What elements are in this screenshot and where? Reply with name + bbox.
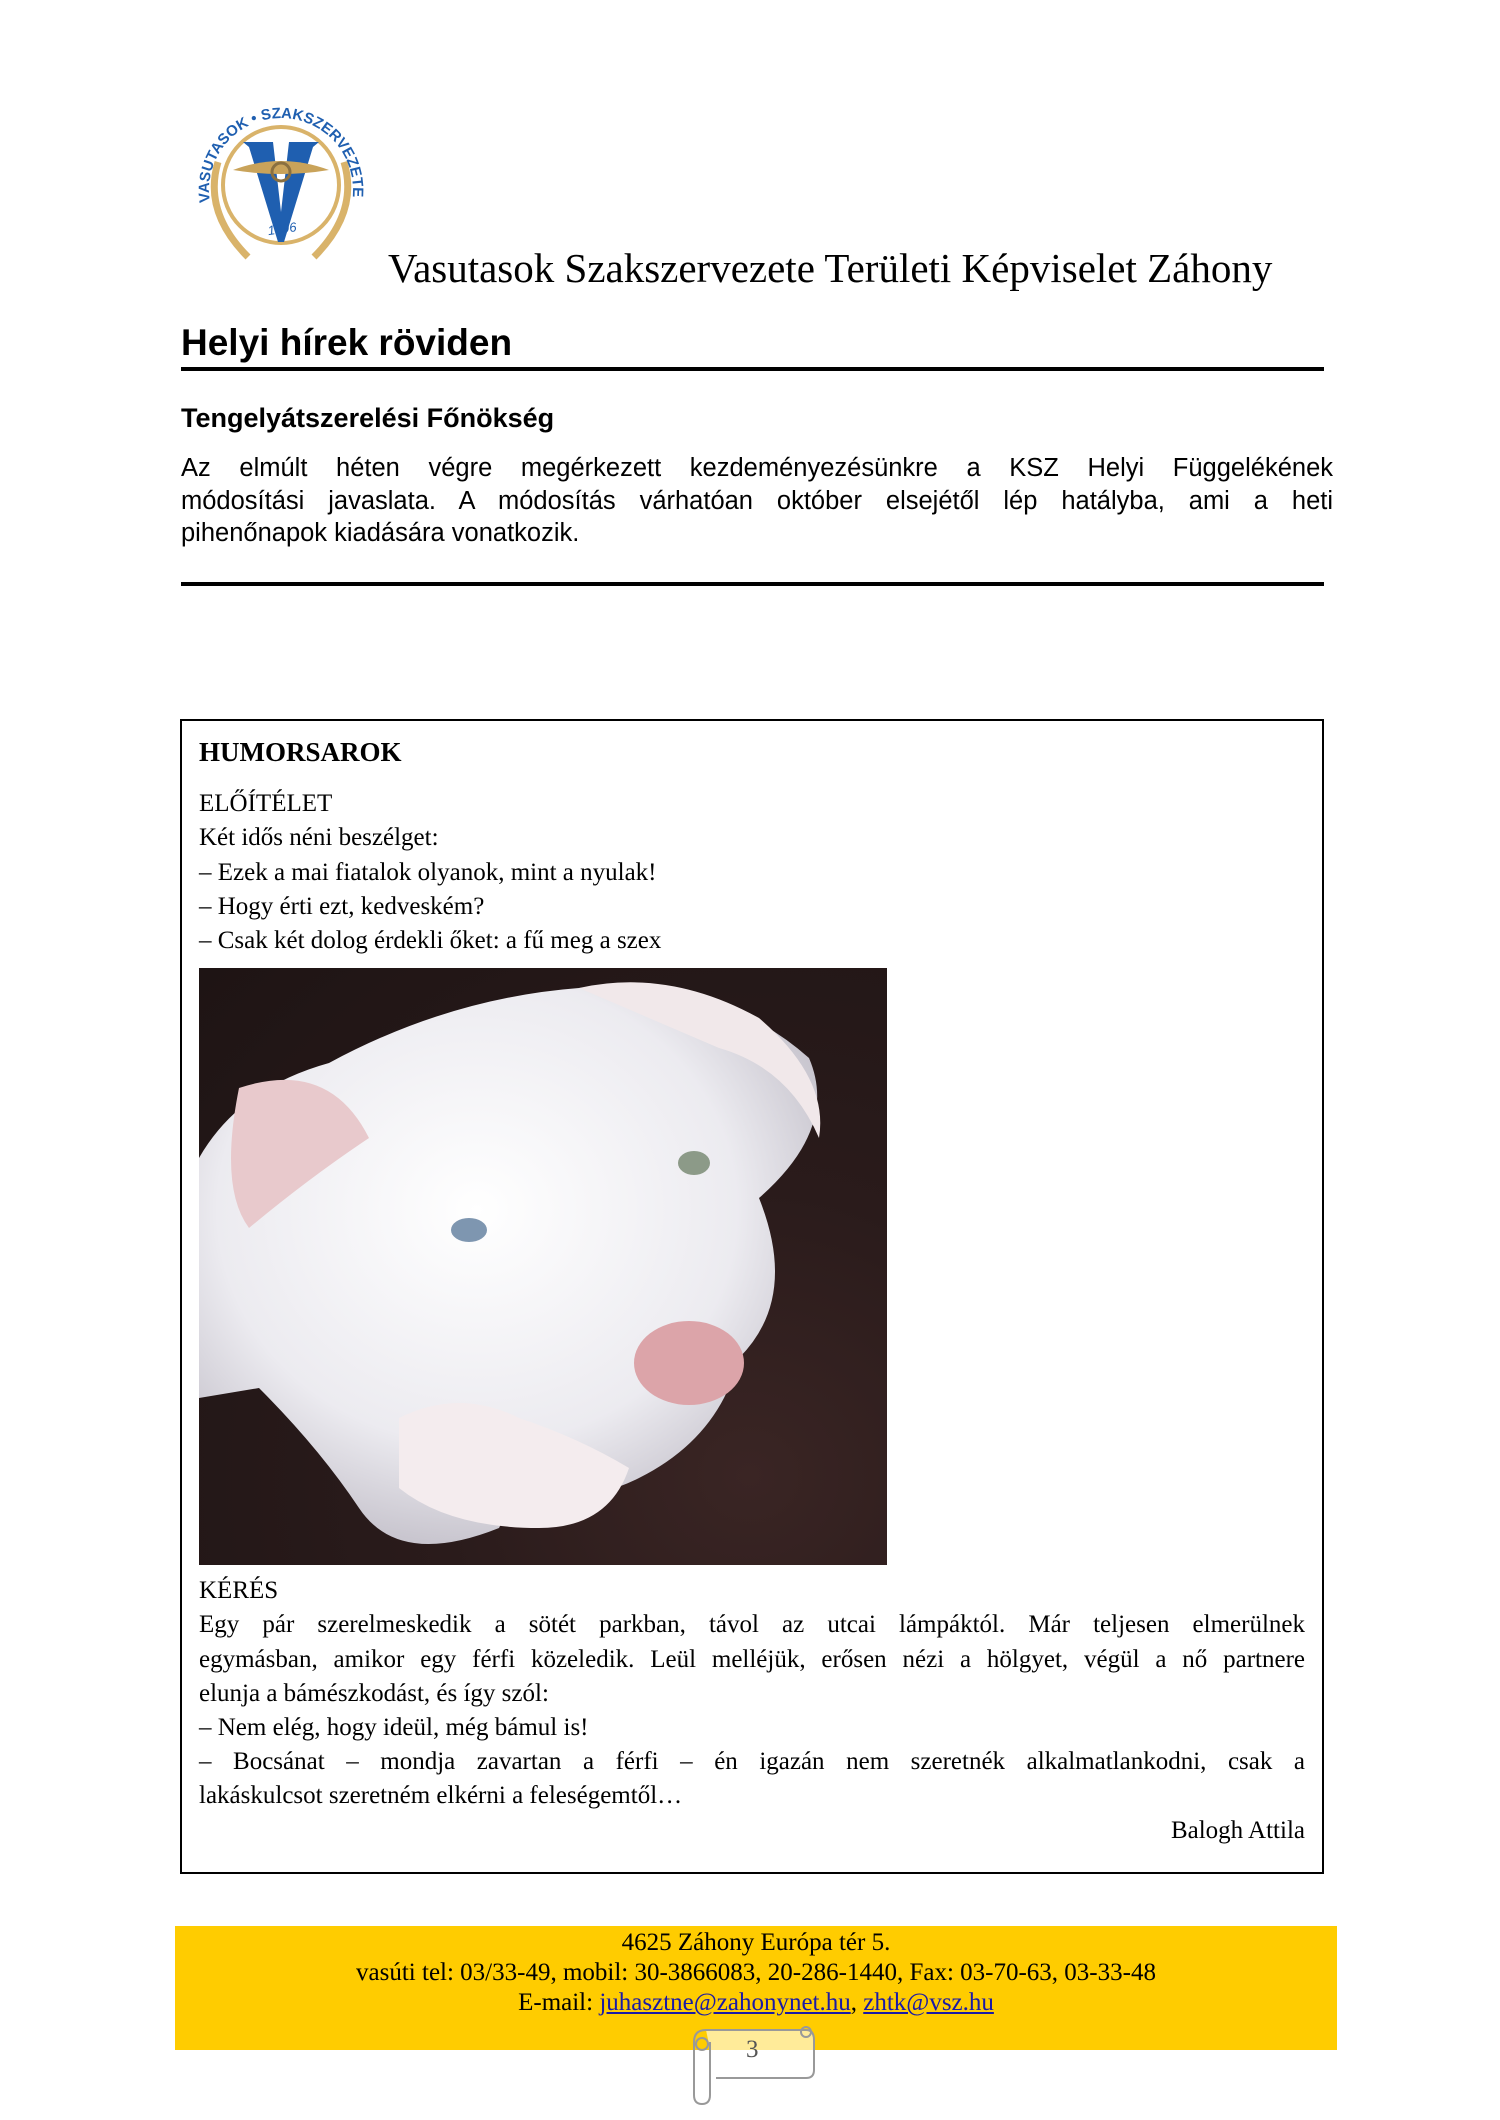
humor-box (180, 719, 1324, 1874)
footer-email (175, 1988, 1337, 2018)
joke-title: ELŐÍTÉLET (199, 790, 333, 818)
puppy-photo (199, 968, 887, 1565)
text-line: módosítási javaslata. A módosítás várhatóan október elsejétől lép hatályba, ami a heti (181, 486, 1333, 515)
joke-title: KÉRÉS (199, 1577, 279, 1605)
news-item-body (181, 452, 1333, 550)
puppy-illustration-icon (199, 968, 887, 1565)
news-item-title: Tengelyátszerelési Főnökség (181, 403, 555, 433)
page-number: 3 (746, 2036, 759, 2063)
union-logo (188, 92, 374, 278)
news-divider (181, 582, 1324, 586)
humor-title: HUMORSAROK (199, 737, 402, 767)
text-line: Az elmúlt héten végre megérkezett kezdeményezésünkre a KSZ Helyi Függelékének (181, 454, 1333, 482)
footer-address: 4625 Záhony Európa tér 5. (621, 1929, 891, 1956)
organization-title: Vasutasok Szakszervezete Területi Képviselet Záhony (388, 245, 1273, 291)
page-number-scroll (686, 2020, 828, 2106)
text-line: – Hogy érti ezt, kedveském? (199, 892, 485, 920)
author-signature: Balogh Attila (1170, 1816, 1305, 1844)
text-line: – Csak két dolog érdekli őket: a fű meg a szex (199, 927, 662, 955)
text-line: egymásban, amikor egy férfi közeledik. Leül melléjük, erősen nézi a hölgyet, végül a nő partnere (199, 1645, 1305, 1673)
text-line: Két idős néni beszélget: (199, 824, 439, 852)
svg-text:1896: 1896 (266, 219, 298, 239)
text-line: pihenőnapok kiadására vonatkozik. (181, 519, 580, 548)
email-link-2[interactable]: zhtk@vsz.hu (863, 1989, 994, 2016)
email-label: E-mail: (518, 1989, 594, 2016)
text-line: – Bocsánat – mondja zavartan a férfi – én igazán nem szeretnék alkalmatlankodni, csak a (199, 1748, 1305, 1776)
email-separator: , (850, 1989, 857, 2016)
svg-text:VASUTASOK • SZAKSZERVEZETE: VASUTASOK • SZAKSZERVEZETE (195, 104, 367, 204)
section-divider (181, 367, 1324, 371)
text-line: Egy pár szerelmeskedik a sötét parkban, távol az utcai lámpáktól. Már teljesen elmerülnek (199, 1611, 1305, 1639)
text-line: lakáskulcsot szeretném elkérni a feleségemtől… (199, 1782, 683, 1810)
footer-phones: vasúti tel: 03/33-49, mobil: 30-3866083, 20-286-1440, Fax: 03-70-63, 03-33-48 (356, 1959, 1156, 1986)
email-link-1[interactable]: juhasztne@zahonynet.hu (599, 1989, 851, 2016)
text-line: – Ezek a mai fiatalok olyanok, mint a nyulak! (199, 858, 657, 886)
section-title: Helyi hírek röviden (181, 322, 513, 363)
text-line: – Nem elég, hogy ideül, még bámul is! (199, 1714, 589, 1742)
text-line: elunja a bámészkodást, és így szól: (199, 1679, 549, 1707)
